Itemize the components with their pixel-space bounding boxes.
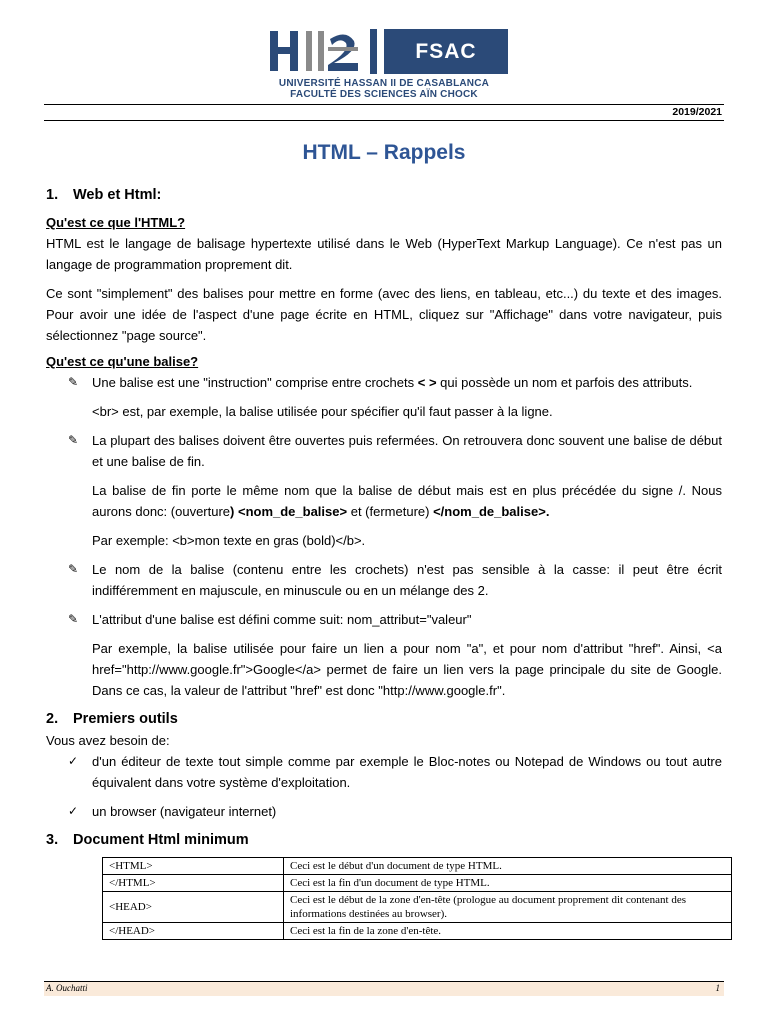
paragraph: Vous avez besoin de: — [46, 733, 170, 748]
paragraph: Par exemple, la balise utilisée pour faire un lien a pour nom "a", et pour nom d'attribut "href". Ainsi, <a href="http://www.google.fr">Google</a> permet de faire un lien vers la page principale du site de Google. Dans ce cas, la valeur de l'attribut "href" est donc "http://www.google.fr". — [92, 641, 722, 698]
question-what-is-tag: Qu'est ce qu'une balise? — [46, 354, 199, 369]
fsac-logo: FSAC — [384, 29, 508, 74]
table-row — [103, 923, 732, 940]
paragraph: <br> est, par exemple, la balise utilisée pour spécifier qu'il faut passer à la ligne. — [92, 404, 553, 419]
pencil-icon: ✎ — [68, 375, 79, 389]
desc-cell: Ceci est la fin de la zone d'en-tête. — [284, 923, 732, 940]
page-number: 1 — [715, 983, 720, 993]
bullet-item: ✎ Le nom de la balise (contenu entre les crochets) n'est pas sensible à la casse: il peut être écrit indifféremment en majuscule, en minuscule ou en un mélange des 2. — [46, 559, 722, 601]
check-icon: ✓ — [68, 754, 79, 768]
paragraph: Par exemple: <b>mon texte en gras (bold)</b>. — [92, 533, 366, 548]
pencil-icon: ✎ — [68, 612, 79, 626]
table-row — [103, 892, 732, 923]
university-name: UNIVERSITÉ HASSAN II DE CASABLANCA — [278, 78, 490, 89]
table-row — [103, 875, 732, 892]
year-rule — [44, 120, 724, 121]
page-title: HTML – Rappels — [302, 141, 466, 164]
question-what-is-html: Qu'est ce que l'HTML? — [46, 215, 186, 230]
paragraph: HTML est le langage de balisage hypertexte utilisé dans le Web (HyperText Markup Language). Ce n'est pas un langage de programmation proprement dit. — [46, 236, 722, 272]
section-3-heading: 3. Document Html minimum — [46, 832, 249, 848]
bullet-item: ✎ La plupart des balises doivent être ouvertes puis refermées. On retrouvera donc souvent une balise de début et une balise de fin. — [46, 430, 722, 472]
check-icon: ✓ — [68, 804, 79, 818]
academic-year: 2019/2021 — [672, 106, 722, 118]
table-row — [103, 858, 732, 875]
bullet-item: ✎ Une balise est une "instruction" comprise entre crochets < > qui possède un nom et parfois des attributs. — [46, 372, 722, 393]
paragraph: La balise de fin porte le même nom que la balise de début mais est en plus précédée du signe /. Nous aurons donc: (ouverture) <nom_de_balise> et (fermeture) </nom_de_balise>. — [92, 483, 722, 519]
page-header — [0, 26, 768, 106]
check-item: ✓ un browser (navigateur internet) — [46, 801, 722, 822]
faculty-name: FACULTÉ DES SCIENCES AÏN CHOCK — [290, 89, 478, 100]
document-body — [46, 185, 722, 940]
paragraph: Ce sont "simplement" des balises pour mettre en forme (avec des liens, en tableau, etc...) du texte et des images. Pour avoir une idée de l'aspect d'une page écrite en HTML, cliquez sur "Affichage" dans votre navigateur, puis sélectionnez "page source". — [46, 286, 722, 343]
check-item: ✓ d'un éditeur de texte tout simple comme par exemple le Bloc-notes ou Notepad de Windows ou tout autre équivalent dans votre système d'exploitation. — [46, 751, 722, 793]
pencil-icon: ✎ — [68, 562, 79, 576]
desc-cell: Ceci est la fin d'un document de type HTML. — [284, 875, 732, 892]
html-tags-table — [102, 857, 732, 940]
desc-cell: Ceci est le début d'un document de type HTML. — [284, 858, 732, 875]
page-footer — [44, 981, 724, 996]
section-2-heading: 2. Premiers outils — [46, 711, 178, 727]
header-rule — [44, 104, 724, 105]
logo-separator — [370, 29, 377, 74]
bullet-item: ✎ L'attribut d'une balise est défini comme suit: nom_attribut="valeur" — [46, 609, 722, 630]
section-1-heading: 1. Web et Html: — [46, 187, 162, 203]
desc-cell: Ceci est le début de la zone d'en-tête (prologue au document proprement dit contenant des informations destinées au browser). — [284, 892, 732, 923]
university-logo — [268, 29, 368, 74]
author: A. Ouchatti — [46, 983, 88, 993]
pencil-icon: ✎ — [68, 433, 79, 447]
tag-cell: <HEAD> — [103, 892, 284, 923]
tag-cell: </HEAD> — [103, 923, 284, 940]
tag-cell: <HTML> — [103, 858, 284, 875]
tag-cell: </HTML> — [103, 875, 284, 892]
